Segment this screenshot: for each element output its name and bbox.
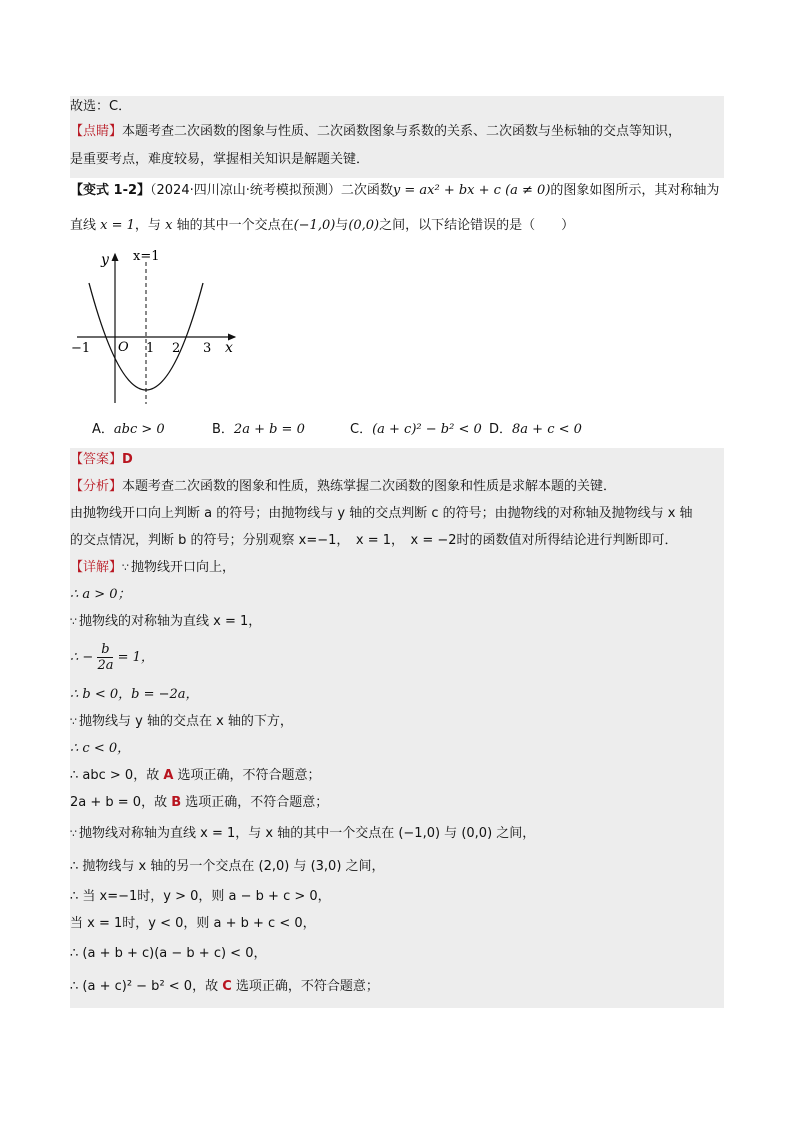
- option-a[interactable]: [92, 418, 165, 437]
- point-2: (0,0): [348, 218, 380, 233]
- step-13: 当 x = 1时，y < 0，则 a + b + c < 0，: [70, 916, 316, 931]
- answer-line: [70, 449, 724, 471]
- step-15-line: [70, 976, 724, 998]
- step-6: 抛物线与 y 轴的交点在 x 轴的下方，: [79, 714, 293, 729]
- question-text-2e: 之间，以下结论错误的是（ ）: [379, 218, 575, 233]
- step-9c: 选项正确，不符合题意；: [181, 795, 329, 810]
- step-2: ∴ a > 0；: [70, 587, 131, 602]
- option-b[interactable]: [212, 418, 305, 437]
- step-8-line: [70, 765, 724, 787]
- point-1: (−1,0): [293, 218, 336, 233]
- step-15a: ∴ (a + c)² − b² < 0，故: [70, 979, 223, 994]
- fraction-b-over-2a: [97, 642, 113, 673]
- step-9-line: [70, 792, 724, 814]
- step-15-option: C: [222, 979, 232, 994]
- step-1: 抛物线开口向上，: [131, 560, 236, 575]
- step-8-option: A: [163, 768, 174, 783]
- question-text-2b: ，与: [134, 218, 161, 233]
- option-c[interactable]: [350, 418, 482, 437]
- step-11: ∴ 抛物线与 x 轴的另一个交点在 (2,0) 与 (3,0) 之间，: [70, 859, 385, 874]
- detail-line-1: [70, 557, 724, 579]
- analysis-line-1: [70, 476, 724, 498]
- fraction-denominator: 2a: [97, 658, 114, 673]
- option-a-expr: abc > 0: [113, 422, 165, 437]
- answer-tag: 【答案】: [70, 452, 123, 467]
- x-axis-label: x: [225, 340, 233, 356]
- option-d-expr: 8a + c < 0: [512, 422, 582, 437]
- x-var: x: [165, 218, 173, 233]
- step-4-post: = 1，: [117, 650, 154, 665]
- step-10-line: [70, 823, 724, 845]
- step-3: 抛物线的对称轴为直线 x = 1，: [79, 614, 262, 629]
- analysis-text-1: 本题考查二次函数的图象和性质，熟练掌握二次函数的图象和性质是求解本题的关键．: [122, 479, 617, 494]
- question-source: （2024·四川凉山·统考模拟预测）: [150, 183, 341, 198]
- option-b-expr: 2a + b = 0: [233, 422, 305, 437]
- question-text-2d: 与: [335, 218, 349, 233]
- step-7: ∴ c < 0，: [70, 741, 131, 756]
- tick-label-3: 3: [203, 341, 212, 356]
- question-line-2: [70, 215, 724, 237]
- option-c-label: C．: [350, 422, 373, 437]
- step-6-line: [70, 711, 724, 733]
- dianjing-text-1: 本题考查二次函数的图象与性质、二次函数图象与系数的关系、二次函数与坐标轴的交点等知识，: [122, 124, 682, 139]
- because-symbol: ∵: [70, 715, 77, 728]
- step-8c: 选项正确，不符合题意；: [173, 768, 321, 783]
- step-4-line: [70, 638, 724, 678]
- tick-label-1: 1: [146, 341, 155, 356]
- analysis-line-3: 的交点情况，判断 b 的符号；分别观察 x=−1， x = 1， x = −2时的函数值对所得结论进行判断即可．: [70, 533, 678, 548]
- symmetry-axis-label: x=1: [133, 249, 160, 264]
- step-9-option: B: [171, 795, 182, 810]
- answer-choice-line: 故选：C．: [70, 99, 132, 114]
- step-15c: 选项正确，不符合题意；: [231, 979, 379, 994]
- step-9a: 2a + b = 0，故: [70, 795, 172, 810]
- tick-label-minus1: −1: [71, 341, 91, 356]
- question-line-1: [70, 180, 724, 202]
- because-symbol: ∵: [122, 561, 130, 574]
- tick-label-2: 2: [172, 341, 181, 356]
- answer-value: D: [122, 452, 133, 467]
- question-tag: 【变式 1-2】: [70, 183, 151, 198]
- option-d-label: D．: [489, 422, 513, 437]
- option-c-expr: (a + c)² − b² < 0: [372, 422, 482, 437]
- option-a-label: A．: [92, 422, 114, 437]
- because-symbol: ∵: [70, 615, 77, 628]
- detail-tag: 【详解】: [70, 560, 123, 575]
- because-symbol: ∵: [70, 827, 77, 840]
- dianjing-line-2: 是重要考点，难度较易，掌握相关知识是解题关键．: [70, 152, 370, 167]
- dianjing-line-1: [70, 121, 724, 143]
- option-b-label: B．: [212, 422, 234, 437]
- step-14: ∴ (a + b + c)(a − b + c) < 0，: [70, 946, 267, 961]
- step-10: 抛物线对称轴为直线 x = 1，与 x 轴的其中一个交点在 (−1,0) 与 (0,0) 之间，: [79, 826, 536, 841]
- origin-label: O: [118, 340, 129, 355]
- axis-equation: x = 1: [100, 218, 135, 233]
- analysis-line-2: 由抛物线开口向上判断 a 的符号；由抛物线与 y 轴的交点判断 c 的符号；由抛物线的对称轴及抛物线与 x 轴: [70, 506, 693, 521]
- step-12: ∴ 当 x=−1时，y > 0，则 a − b + c > 0，: [70, 889, 331, 904]
- question-text-2c: 轴的其中一个交点在: [176, 218, 294, 233]
- y-axis-label: y: [101, 252, 109, 268]
- question-equation: y = ax² + bx + c (a ≠ 0): [392, 183, 551, 198]
- step-5: ∴ b < 0，b = −2a，: [70, 687, 199, 702]
- question-text-1a: 二次函数: [340, 183, 393, 198]
- step-8a: ∴ abc > 0，故: [70, 768, 164, 783]
- step-3-line: [70, 611, 724, 633]
- fraction-numerator: b: [101, 642, 110, 657]
- analysis-tag: 【分析】: [70, 479, 123, 494]
- question-text-2a: 直线: [70, 218, 97, 233]
- dianjing-tag: 【点睛】: [70, 124, 123, 139]
- option-d[interactable]: [489, 418, 582, 437]
- parabola-graph: [65, 248, 245, 408]
- question-text-1b: 的图象如图所示，其对称轴为: [550, 183, 720, 198]
- step-4-pre: ∴ −: [70, 650, 94, 665]
